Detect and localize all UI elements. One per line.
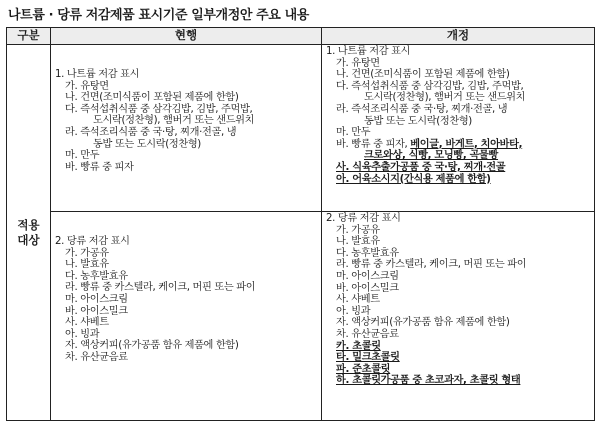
current-sodium-cell: [51, 45, 322, 212]
new-item-highlight: 베이글, 바게트, 치아바타,: [410, 138, 523, 150]
list-item: 아. 빙과: [65, 328, 100, 340]
table-header-row: [7, 28, 595, 45]
list-item-continuation: 동밥 또는 도시락(정찬형): [93, 138, 201, 150]
list-item: 사. 샤베트: [336, 294, 380, 306]
comparison-table: [6, 27, 595, 421]
new-list-item: 하. 초콜릿가공품 중 초코과자, 초콜릿 형태: [336, 375, 521, 387]
table-row-sodium: [7, 45, 595, 212]
list-item: 가. 유탕면: [65, 80, 109, 92]
revised-sugar-cell: [322, 212, 595, 421]
list-item: 가. 가공유: [65, 247, 109, 259]
list-item: 가. 가공유: [336, 224, 380, 236]
section-title: 2. 당류 저감 표시: [326, 213, 401, 224]
list-item: 다. 농후발효유: [336, 247, 399, 259]
new-list-item: 카. 초콜릿: [336, 340, 381, 352]
list-item-continuation: 도시락(정찬형), 햄버거 또는 샌드위치: [93, 115, 255, 127]
list-item: 자. 액상커피(유가공품 함유 제품에 한함): [65, 340, 239, 352]
current-sugar-cell: [51, 212, 322, 421]
list-item: 사. 샤베트: [65, 317, 109, 329]
item-prefix: 바. 빵류 중 피자,: [336, 138, 411, 150]
new-list-item: 파. 준초콜릿: [336, 363, 391, 375]
section-title: 1. 나트륨 저감 표시: [55, 69, 140, 80]
list-item: 나. 발효유: [65, 259, 109, 271]
new-list-item: 아. 어육소시지(간식용 제품에 한함): [336, 173, 491, 185]
revised-sodium-cell: [322, 45, 595, 212]
list-item: 라. 빵류 중 카스텔라, 케이크, 머핀 또는 파이: [65, 282, 256, 294]
list-item: [322, 139, 594, 151]
list-item: 다. 즉석섭취식품 중 삼각김밥, 김밥, 주먹밥,: [336, 80, 524, 92]
list-item: 라. 빵류 중 카스텔라, 케이크, 머핀 또는 파이: [336, 259, 527, 271]
list-item-continuation: 도시락(정찬형), 햄버거 또는 샌드위치: [364, 92, 526, 104]
list-item: 나. 건면(조미식품이 포함된 제품에 한함): [336, 69, 510, 81]
category-cell: [7, 45, 51, 421]
list-item-continuation: 동밥 또는 도시락(정찬형): [364, 115, 472, 127]
list-item: 바. 아이스밀크: [336, 282, 399, 294]
list-item: 다. 농후발효유: [65, 270, 128, 282]
new-list-item: 사. 식육추출가공품 중 국·탕, 찌개·전골: [336, 161, 506, 173]
list-item: 마. 만두: [65, 150, 100, 162]
list-item: 마. 만두: [336, 127, 371, 139]
list-item: 자. 액상커피(유가공품 함유 제품에 한함): [336, 317, 510, 329]
header-category: 구분: [7, 28, 51, 45]
section-title: 2. 당류 저감 표시: [55, 236, 130, 247]
list-item: 가. 유탕면: [336, 57, 380, 69]
table-row-sugar: [7, 212, 595, 421]
list-item: 라. 즉석조리식품 중 국·탕, 찌개·전골, 냉: [65, 126, 237, 138]
list-item: 다. 즉석섭취식품 중 삼각김밥, 김밥, 주먹밥,: [65, 103, 253, 115]
list-item-continuation: [322, 150, 594, 162]
list-item: 바. 빵류 중 피자: [65, 161, 134, 173]
category-label-line1: 적용: [17, 217, 40, 232]
list-item: 바. 아이스밀크: [65, 305, 128, 317]
list-item: 나. 건면(조미식품이 포함된 제품에 한함): [65, 92, 239, 104]
list-item: 나. 발효유: [336, 236, 380, 248]
list-item: 마. 아이스크림: [336, 270, 399, 282]
list-item: 라. 즉석조리식품 중 국·탕, 찌개·전골, 냉: [336, 103, 508, 115]
new-item-highlight: 크로와상, 식빵, 모닝빵, 곡물빵: [364, 150, 499, 162]
document-title: 나트륨 · 당류 저감제품 표시기준 일부개정안 주요 내용: [8, 8, 309, 23]
list-item: 아. 빙과: [336, 305, 371, 317]
list-item: 차. 유산균음료: [336, 328, 399, 340]
list-item: 차. 유산균음료: [65, 351, 128, 363]
category-label-line2: 대상: [17, 232, 40, 247]
new-list-item: 타. 밀크초콜릿: [336, 352, 400, 364]
section-title: 1. 나트륨 저감 표시: [326, 46, 411, 57]
list-item: 마. 아이스크림: [65, 293, 128, 305]
header-revised: 개정: [322, 28, 595, 45]
header-current: 현행: [51, 28, 322, 45]
